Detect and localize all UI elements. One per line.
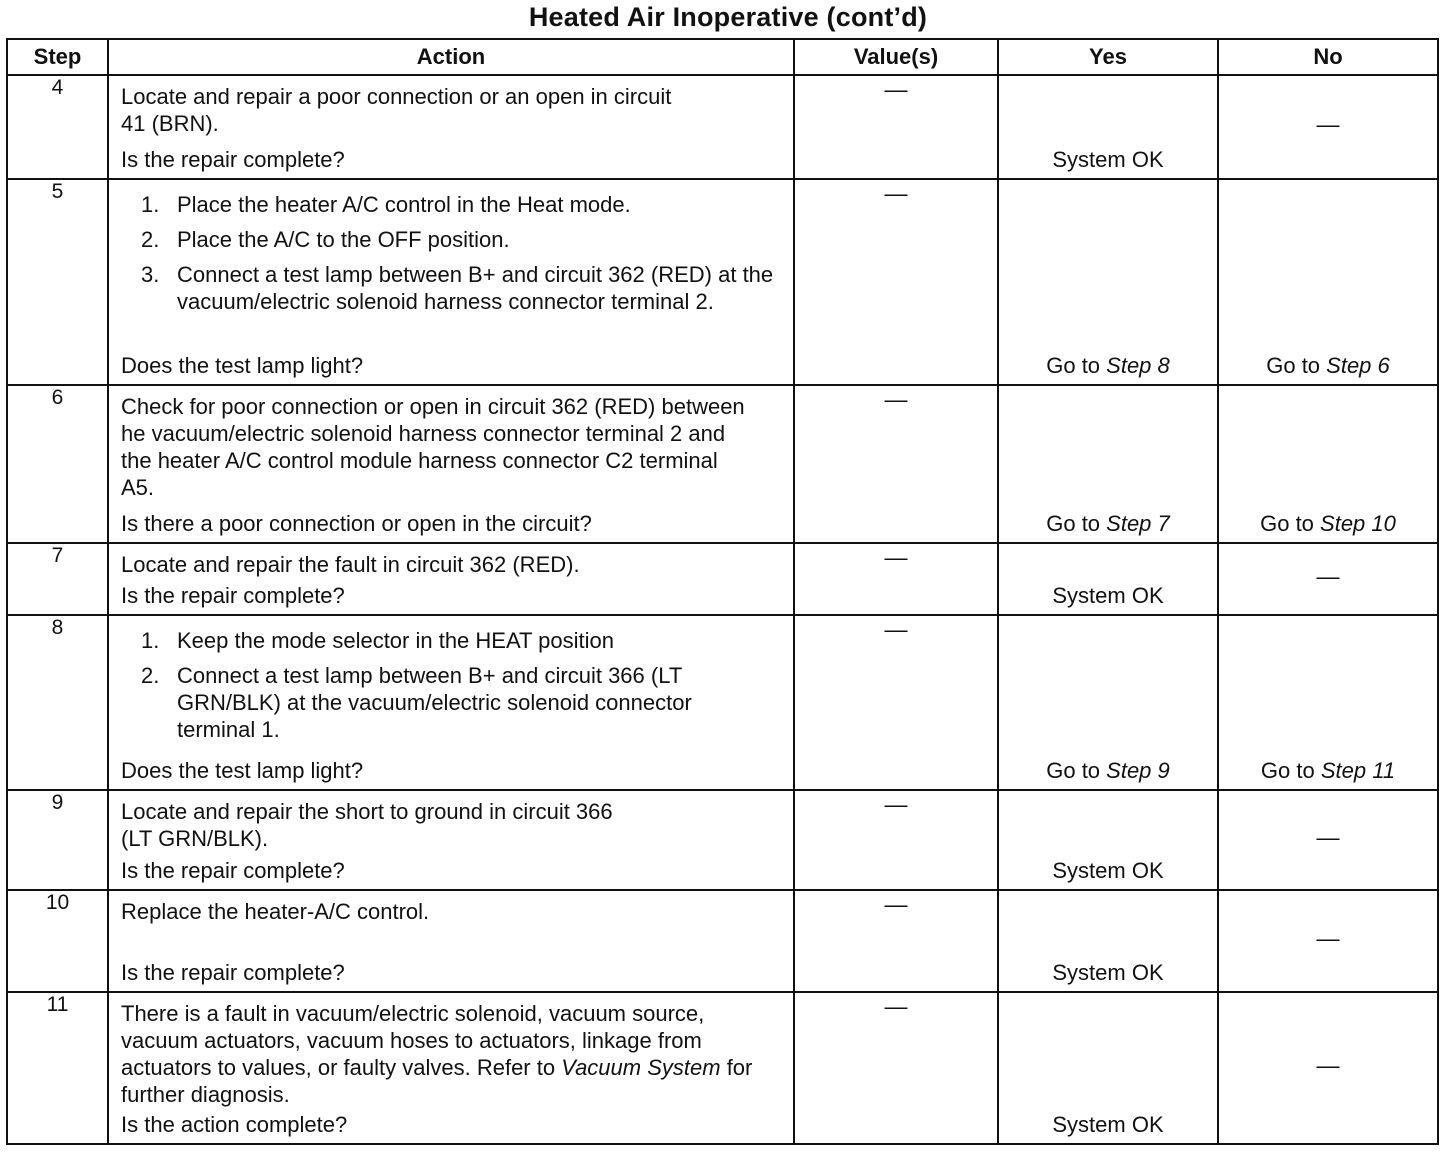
header-yes: Yes: [998, 39, 1218, 75]
step-number: 5: [7, 179, 108, 385]
no-answer: [1219, 353, 1437, 379]
item-text: Place the A/C to the OFF position.: [177, 227, 510, 252]
yes-answer: [999, 758, 1217, 784]
no-cell: [1218, 615, 1438, 790]
step-number: 10: [7, 890, 108, 992]
step-number: 6: [7, 385, 108, 543]
table-row: [7, 790, 1438, 890]
value-cell: —: [794, 790, 998, 890]
action-steps: [121, 187, 781, 315]
table-row: [7, 890, 1438, 992]
item-text: Connect a test lamp between B+ and circuit 366 (LT GRN/BLK) at the vacuum/electric solenoid connector terminal 1.: [177, 663, 692, 742]
value-cell: —: [794, 890, 998, 992]
yes-answer: System OK: [1052, 1112, 1164, 1137]
no-cell: [1218, 543, 1438, 615]
header-no: No: [1218, 39, 1438, 75]
step-number: 9: [7, 790, 108, 890]
goto-text: Go to: [1260, 511, 1321, 536]
no-cell: [1218, 992, 1438, 1144]
step-number: 11: [7, 992, 108, 1144]
no-cell: [1218, 890, 1438, 992]
no-answer: [1219, 758, 1437, 784]
goto-text: Go to: [1260, 758, 1321, 783]
step-link[interactable]: Step 10: [1320, 511, 1396, 536]
page-title: Heated Air Inoperative (cont’d): [528, 2, 928, 32]
action-text: Locate and repair a poor connection or an open in circuit 41 (BRN).: [121, 84, 672, 136]
yes-cell: [998, 385, 1218, 543]
list-item: [121, 627, 721, 654]
value-cell: —: [794, 385, 998, 543]
item-number: 2.: [141, 227, 160, 252]
action-question: Is the repair complete?: [121, 147, 345, 172]
header-step: Step: [7, 39, 108, 75]
value-cell: —: [794, 615, 998, 790]
item-number: 1.: [141, 192, 160, 217]
step-number: 8: [7, 615, 108, 790]
no-answer: —: [1316, 562, 1340, 589]
header-action: Action: [108, 39, 794, 75]
value-cell: —: [794, 543, 998, 615]
no-cell: [1218, 75, 1438, 179]
yes-cell: [998, 790, 1218, 890]
no-answer: —: [1316, 1051, 1340, 1078]
item-number: 2.: [141, 663, 160, 688]
yes-cell: [998, 179, 1218, 385]
goto-text: Go to: [1046, 353, 1107, 378]
action-question: Is the repair complete?: [121, 858, 345, 883]
table-row: [7, 179, 1438, 385]
vacuum-system-link[interactable]: Vacuum System: [561, 1055, 721, 1080]
action-question: Is there a poor connection or open in the circuit?: [121, 511, 592, 536]
step-link[interactable]: Step 11: [1320, 758, 1396, 783]
header-row: [7, 39, 1438, 75]
item-number: 1.: [141, 628, 160, 653]
action-question: Is the repair complete?: [121, 583, 345, 608]
action-question: Does the test lamp light?: [121, 758, 364, 783]
action-cell: [108, 615, 794, 790]
action-text: Locate and repair the fault in circuit 362 (RED).: [121, 552, 580, 577]
table-row: [7, 615, 1438, 790]
item-text: Connect a test lamp between B+ and circuit 362 (RED) at the vacuum/electric solenoid harness connector terminal 2.: [177, 262, 774, 314]
value-cell: —: [794, 75, 998, 179]
step-link[interactable]: Step 9: [1106, 758, 1170, 783]
yes-answer: System OK: [1052, 960, 1164, 985]
item-text: Keep the mode selector in the HEAT position: [177, 628, 614, 653]
value-cell: —: [794, 179, 998, 385]
action-text: Check for poor connection or open in circuit 362 (RED) between he vacuum/electric solenoid harness connector terminal 2 and the heater A/C control module harness connector C2 terminal A5.: [121, 394, 745, 500]
yes-answer: [999, 353, 1217, 379]
step-number: 4: [7, 75, 108, 179]
table-row: [7, 992, 1438, 1144]
no-answer: —: [1316, 110, 1340, 137]
action-cell: [108, 890, 794, 992]
action-text: Locate and repair the short to ground in circuit 366 (LT GRN/BLK).: [121, 799, 613, 851]
action-question: Is the action complete?: [121, 1112, 348, 1137]
table-row: [7, 75, 1438, 179]
action-cell: [108, 385, 794, 543]
action-text: Replace the heater-A/C control.: [121, 899, 430, 924]
yes-cell: [998, 615, 1218, 790]
action-text-part: for further diagnosis.: [121, 1055, 753, 1107]
action-question: Does the test lamp light?: [121, 353, 364, 378]
yes-answer: System OK: [1052, 858, 1164, 883]
item-text: Place the heater A/C control in the Heat mode.: [177, 192, 631, 217]
yes-answer: [999, 511, 1217, 537]
step-link[interactable]: Step 7: [1106, 511, 1170, 536]
no-cell: [1218, 385, 1438, 543]
list-item: [121, 191, 781, 218]
action-cell: [108, 543, 794, 615]
action-cell: [108, 992, 794, 1144]
goto-text: Go to: [1266, 353, 1327, 378]
action-cell: [108, 790, 794, 890]
action-text: [121, 1000, 786, 1108]
item-number: 3.: [141, 262, 160, 287]
action-steps: [121, 623, 721, 743]
header-values: Value(s): [794, 39, 998, 75]
yes-cell: [998, 890, 1218, 992]
table-row: [7, 543, 1438, 615]
table-row: [7, 385, 1438, 543]
no-answer: —: [1316, 924, 1340, 951]
value-cell: —: [794, 992, 998, 1144]
goto-text: Go to: [1046, 511, 1107, 536]
goto-text: Go to: [1046, 758, 1107, 783]
step-number: 7: [7, 543, 108, 615]
yes-cell: [998, 543, 1218, 615]
no-answer: —: [1316, 823, 1340, 850]
no-cell: [1218, 790, 1438, 890]
list-item: [121, 226, 781, 253]
yes-answer: System OK: [1052, 147, 1164, 172]
diagnostic-table: [6, 38, 1439, 1145]
action-cell: [108, 75, 794, 179]
action-question: Is the repair complete?: [121, 960, 345, 985]
step-link[interactable]: Step 6: [1326, 353, 1390, 378]
no-cell: [1218, 179, 1438, 385]
list-item: [121, 261, 781, 315]
action-cell: [108, 179, 794, 385]
yes-cell: [998, 75, 1218, 179]
yes-answer: System OK: [1052, 583, 1164, 608]
step-link[interactable]: Step 8: [1106, 353, 1170, 378]
no-answer: [1219, 511, 1437, 537]
action-text-part: There is a fault in vacuum/electric solenoid, vacuum source, vacuum actuators, vacuum hoses to actuators, linkage from actuators to values, or faulty valves. Refer to: [121, 1001, 705, 1080]
list-item: [121, 662, 721, 743]
yes-cell: [998, 992, 1218, 1144]
